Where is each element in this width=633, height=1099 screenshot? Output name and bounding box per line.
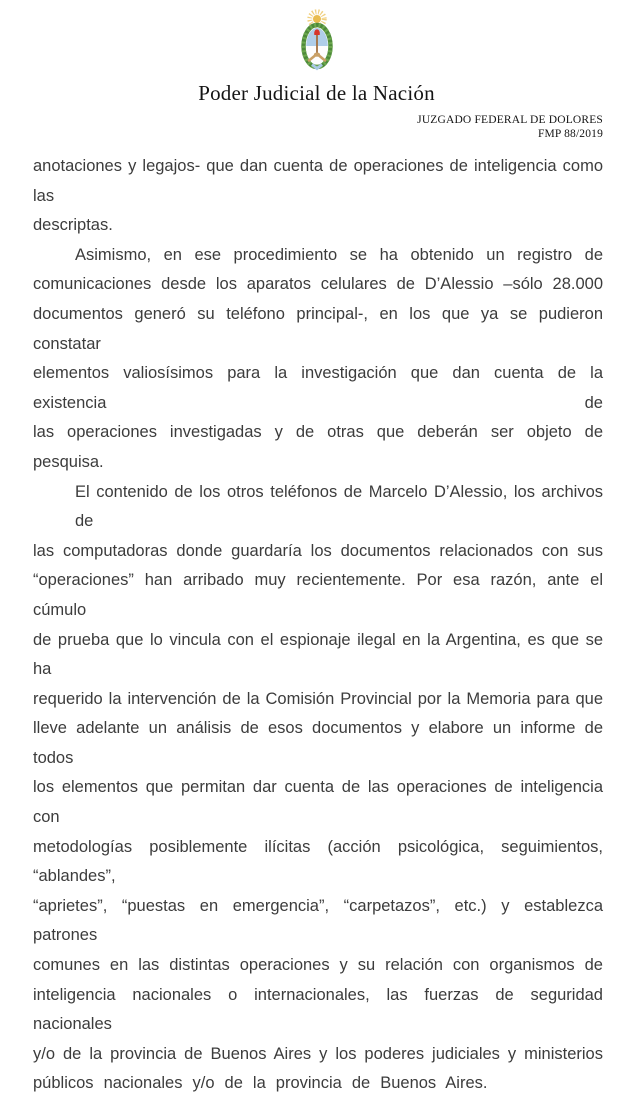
argentina-coat-of-arms-icon bbox=[294, 8, 340, 74]
text-line: requerido la intervención de la Comisión Provincial por la Memoria para que bbox=[33, 689, 603, 708]
court-info bbox=[0, 113, 603, 141]
court-name: JUZGADO FEDERAL DE DOLORES bbox=[417, 114, 603, 126]
text-line: “aprietes”, “puestas en emergencia”, “carpetazos”, etc.) y establezca patrones bbox=[33, 896, 603, 945]
paragraph bbox=[33, 152, 603, 241]
text-line: El contenido de los otros teléfonos de Marcelo D’Alessio, los archivos de bbox=[75, 482, 603, 531]
paragraph bbox=[33, 478, 603, 1099]
text-line: comunicaciones desde los aparatos celulares de D’Alessio –sólo 28.000 bbox=[33, 275, 603, 294]
text-line: elementos valiosísimos para la investigación que dan cuenta de la existencia de bbox=[33, 364, 603, 412]
text-line: comunes en las distintas operaciones y su relación con organismos de bbox=[33, 956, 603, 975]
text-line: anotaciones y legajos- que dan cuenta de operaciones de inteligencia como las bbox=[33, 157, 603, 205]
document-body bbox=[33, 152, 603, 1099]
text-line: las operaciones investigadas y de otras que deberán ser objeto de pesquisa. bbox=[33, 423, 603, 471]
text-line: metodologías posiblemente ilícitas (acción psicológica, seguimientos, “ablandes”, bbox=[33, 837, 603, 886]
text-line: los elementos que permitan dar cuenta de las operaciones de inteligencia con bbox=[33, 778, 603, 827]
text-line: y/o de la provincia de Buenos Aires y los poderes judiciales y ministerios bbox=[33, 1044, 603, 1063]
text-line: documentos generó su teléfono principal-, en los que ya se pudieron constatar bbox=[33, 304, 603, 353]
text-line: públicos nacionales y/o de la provincia de Buenos Aires. bbox=[33, 1074, 488, 1093]
text-line: Asimismo, en ese procedimiento se ha obtenido un registro de bbox=[75, 245, 603, 264]
text-line: descriptas. bbox=[33, 216, 113, 235]
text-line: inteligencia nacionales o internacionales, las fuerzas de seguridad nacionales bbox=[33, 985, 603, 1034]
paragraph bbox=[33, 241, 603, 478]
letterhead bbox=[0, 0, 633, 141]
text-line: lleve adelante un análisis de esos documentos y elabore un informe de todos bbox=[33, 719, 603, 767]
case-number: FMP 88/2019 bbox=[537, 128, 603, 140]
text-line: “operaciones” han arribado muy recientemente. Por esa razón, ante el cúmulo bbox=[33, 571, 603, 619]
page-title: Poder Judicial de la Nación bbox=[198, 81, 435, 105]
text-line: de prueba que lo vincula con el espionaje ilegal en la Argentina, es que se ha bbox=[33, 630, 603, 679]
text-line: las computadoras donde guardaría los documentos relacionados con sus bbox=[33, 541, 603, 560]
